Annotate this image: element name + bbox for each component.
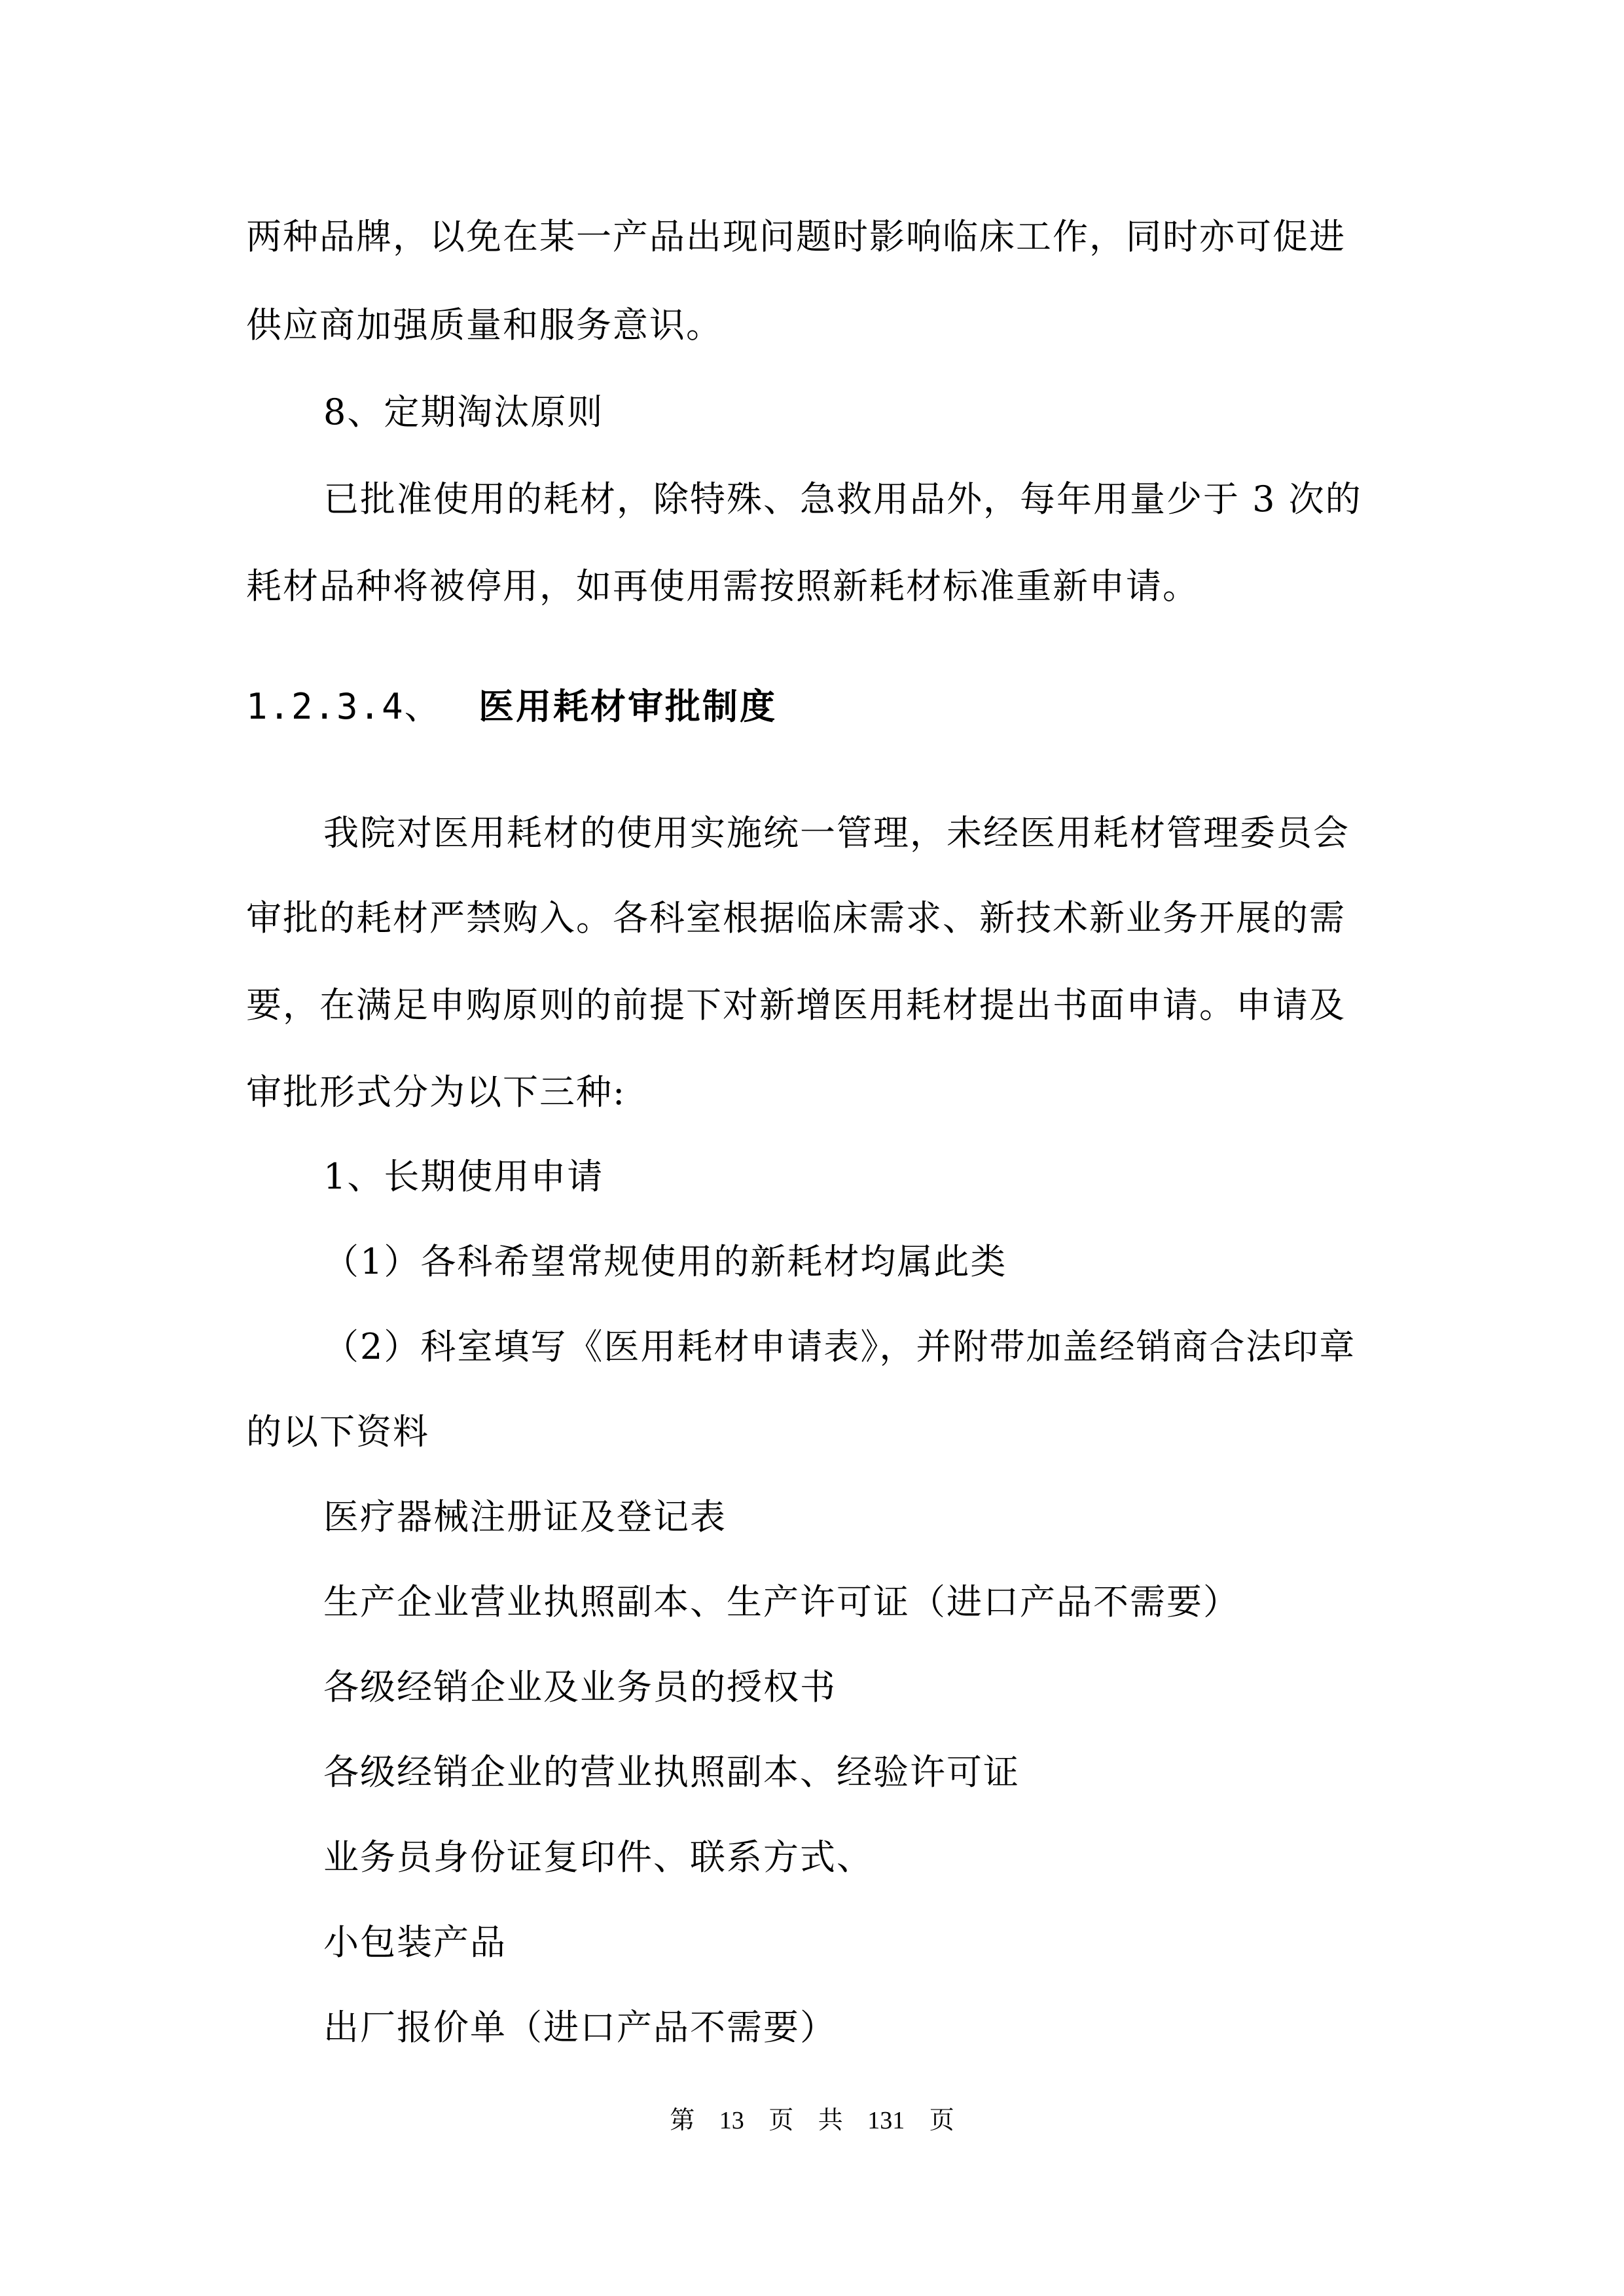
- list-item-title: 8、定期淘汰原则: [323, 391, 604, 433]
- footer-label: 页: [768, 2107, 794, 2134]
- paragraph-line: 审批形式分为以下三种:: [246, 1071, 626, 1113]
- paragraph-line: 耗材品种将被停用，如再使用需按照新耗材标准重新申请。: [246, 565, 1199, 607]
- material-item: 医疗器械注册证及登记表: [323, 1496, 727, 1537]
- material-item: 各级经销企业及业务员的授权书: [323, 1666, 837, 1708]
- paragraph-line: 审批的耗材严禁购入。各科室根据临床需求、新技术新业务开展的需: [246, 897, 1346, 939]
- paragraph-line: 供应商加强质量和服务意识。: [246, 304, 723, 346]
- footer-label: 页: [929, 2107, 954, 2134]
- total-pages-number: 131: [867, 2107, 905, 2134]
- current-page-number: 13: [719, 2107, 744, 2134]
- sub-item: （2）科室填写《医用耗材申请表》，并附带加盖经销商合法印章: [323, 1326, 1356, 1367]
- section-number: 1.2.3.4、: [246, 686, 441, 727]
- list-item-title: 1、长期使用申请: [323, 1156, 604, 1197]
- paragraph-line: 我院对医用耗材的使用实施统一管理，未经医用耗材管理委员会: [323, 812, 1350, 853]
- material-item: 生产企业营业执照副本、生产许可证（进口产品不需要）: [323, 1581, 1240, 1623]
- paragraph-line: 两种品牌，以免在某一产品出现问题时影响临床工作，同时亦可促进: [246, 216, 1346, 257]
- page-footer: [0, 2104, 1624, 2137]
- paragraph-line: 已批准使用的耗材，除特殊、急救用品外，每年用量少于 3 次的: [323, 478, 1362, 520]
- paragraph-line: 要，在满足申购原则的前提下对新增医用耗材提出书面申请。申请及: [246, 984, 1346, 1026]
- sub-item: （1）各科希望常规使用的新耗材均属此类: [323, 1241, 1007, 1282]
- paragraph-line: 的以下资料: [246, 1411, 429, 1452]
- section-title: 医用耗材审批制度: [478, 686, 777, 727]
- material-item: 出厂报价单（进口产品不需要）: [323, 2007, 837, 2048]
- footer-label: 第: [670, 2107, 695, 2134]
- material-item: 小包装产品: [323, 1922, 507, 1963]
- material-item: 各级经销企业的营业执照副本、经验许可证: [323, 1751, 1020, 1793]
- material-item: 业务员身份证复印件、联系方式、: [323, 1837, 873, 1878]
- footer-label: 共: [818, 2107, 843, 2134]
